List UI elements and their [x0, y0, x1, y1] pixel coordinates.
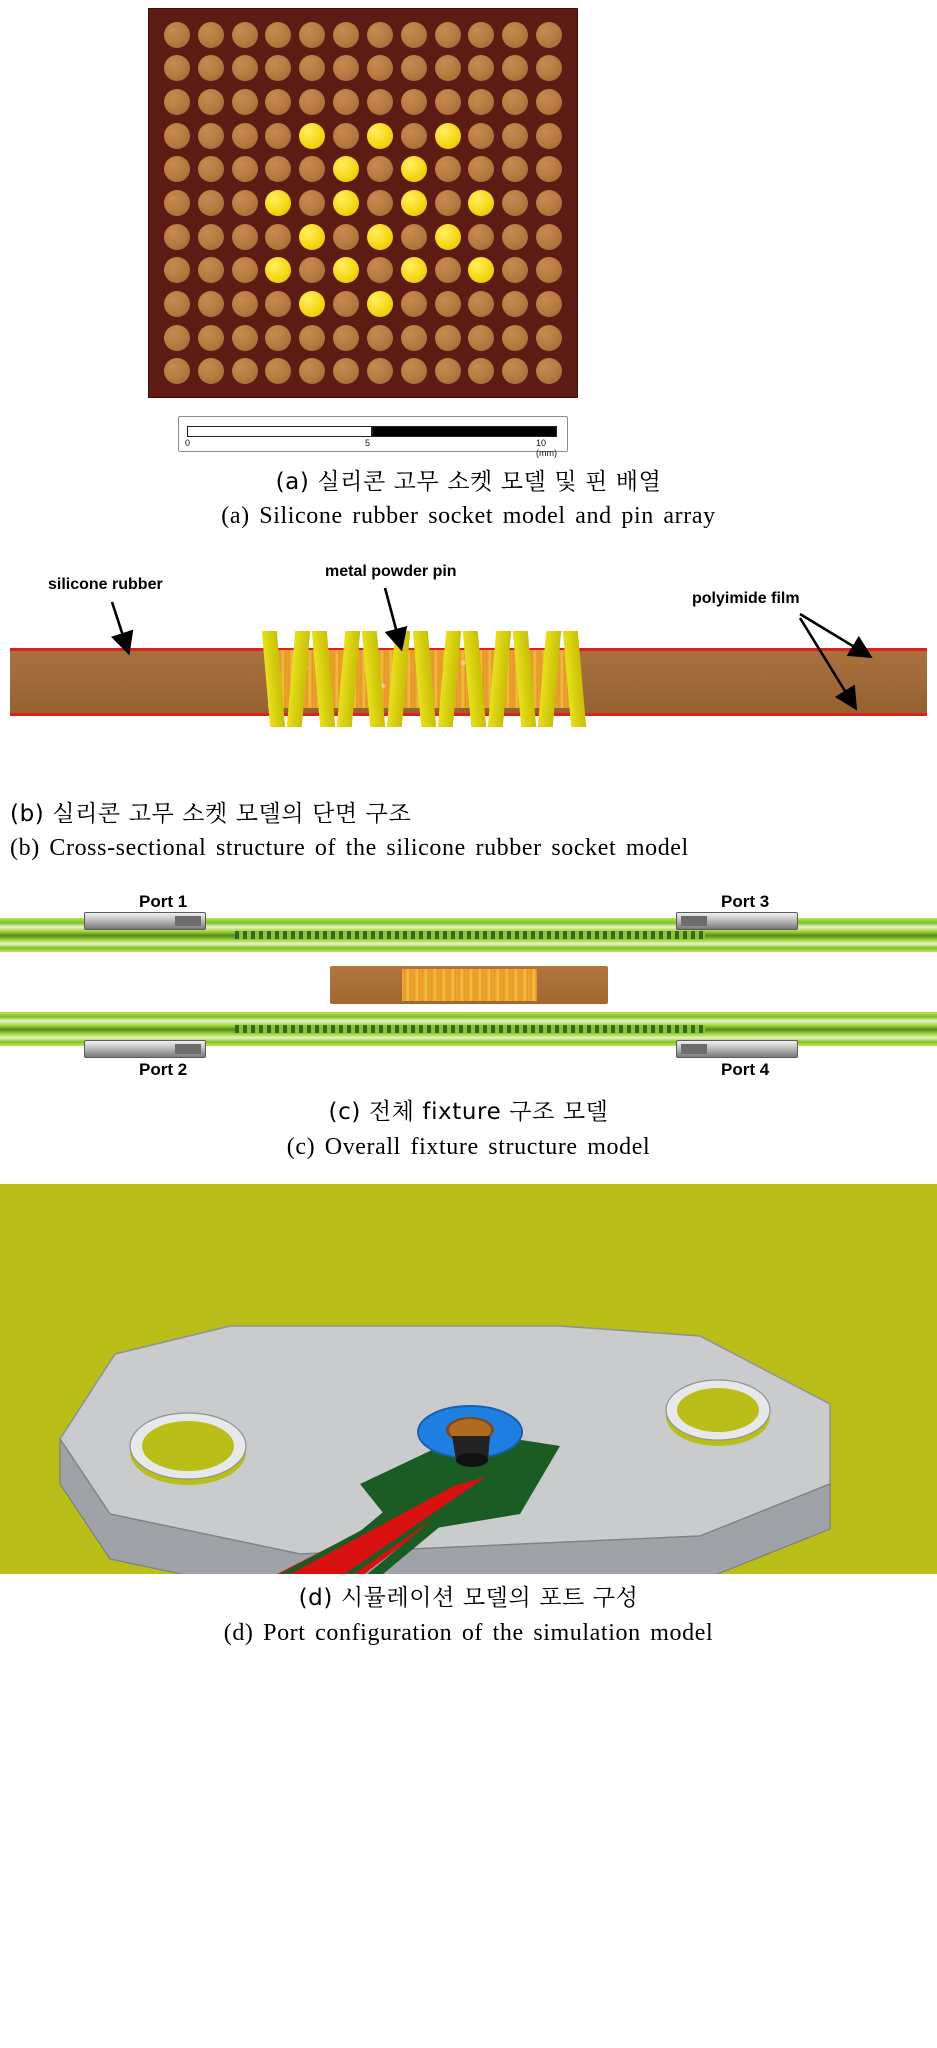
- pin-highlighted: [367, 224, 393, 250]
- pin: [299, 22, 325, 48]
- pin: [265, 325, 291, 351]
- pin: [502, 325, 528, 351]
- pin: [164, 55, 190, 81]
- pin: [333, 22, 359, 48]
- pin: [232, 291, 258, 317]
- metal-powder-pin: [412, 631, 435, 727]
- pin: [265, 22, 291, 48]
- pin: [536, 123, 562, 149]
- caption-d: [0, 1582, 937, 1650]
- pin: [198, 156, 224, 182]
- pin: [367, 358, 393, 384]
- pin: [367, 22, 393, 48]
- pin: [502, 190, 528, 216]
- pin: [198, 22, 224, 48]
- pin-highlighted: [333, 257, 359, 283]
- metal-powder-pin: [337, 631, 360, 727]
- pin: [164, 123, 190, 149]
- pin: [333, 291, 359, 317]
- pin-highlighted: [333, 156, 359, 182]
- pin: [502, 22, 528, 48]
- pin: [401, 55, 427, 81]
- pin: [536, 22, 562, 48]
- pin: [367, 257, 393, 283]
- pin: [232, 358, 258, 384]
- pin: [468, 325, 494, 351]
- caption-b: [10, 798, 937, 866]
- pin: [468, 358, 494, 384]
- pin: [164, 89, 190, 115]
- caption-b-korean: (b) 실리콘 고무 소켓 모델의 단면 구조: [10, 801, 412, 828]
- pin: [299, 325, 325, 351]
- scale-tick-0: 0: [185, 438, 191, 448]
- label-silicone-rubber: silicone rubber: [48, 576, 163, 594]
- trace-top: [235, 931, 705, 939]
- pin-highlighted: [435, 123, 461, 149]
- pin: [468, 224, 494, 250]
- metal-powder-pin: [513, 631, 536, 727]
- pin: [164, 190, 190, 216]
- pin-highlighted: [401, 190, 427, 216]
- pin: [232, 22, 258, 48]
- figure-d-port-configuration: [0, 1184, 937, 1574]
- pin: [401, 325, 427, 351]
- pin: [299, 257, 325, 283]
- pin: [198, 257, 224, 283]
- caption-c: [0, 1096, 937, 1164]
- pin: [367, 156, 393, 182]
- metal-powder-pin: [262, 631, 285, 727]
- pin: [232, 190, 258, 216]
- pin-highlighted: [435, 224, 461, 250]
- scale-tick-10: 10 (mm): [536, 438, 557, 458]
- pin: [265, 89, 291, 115]
- caption-a-korean: (a) 실리콘 고무 소켓 모델 및 핀 배열: [275, 469, 662, 495]
- pin: [333, 123, 359, 149]
- pin: [232, 257, 258, 283]
- pin-highlighted: [468, 190, 494, 216]
- pin: [468, 291, 494, 317]
- metal-powder-pin: [312, 631, 335, 727]
- port-label-2: Port 2: [139, 1060, 188, 1080]
- pin: [299, 156, 325, 182]
- pin-highlighted: [299, 291, 325, 317]
- metal-powder-pin: [462, 631, 485, 727]
- caption-a: [0, 466, 937, 534]
- pin: [435, 291, 461, 317]
- pin: [333, 224, 359, 250]
- figure-c-fixture: [0, 888, 937, 1088]
- figure-b-cross-section: [0, 562, 937, 792]
- pin: [536, 325, 562, 351]
- pin: [367, 89, 393, 115]
- pin: [299, 358, 325, 384]
- pin: [198, 190, 224, 216]
- pin: [164, 156, 190, 182]
- pin: [198, 89, 224, 115]
- metal-powder-pin: [538, 631, 561, 727]
- caption-d-english: (d) Port configuration of the simulation model: [223, 1619, 714, 1646]
- pin: [198, 291, 224, 317]
- connector-port-3: [676, 912, 798, 930]
- caption-b-english: (b) Cross-sectional structure of the silicone rubber socket model: [10, 835, 689, 862]
- pin: [164, 257, 190, 283]
- port-label-3: Port 3: [721, 892, 770, 912]
- pin-highlighted: [468, 257, 494, 283]
- pin: [536, 190, 562, 216]
- pin: [435, 55, 461, 81]
- pin: [401, 89, 427, 115]
- pin: [164, 358, 190, 384]
- pin: [468, 22, 494, 48]
- pin: [164, 224, 190, 250]
- caption-d-korean: (d) 시뮬레이션 모델의 포트 구성: [298, 1585, 639, 1612]
- pin: [502, 291, 528, 317]
- connector-port-2: [84, 1040, 206, 1058]
- socket-core: [402, 969, 537, 1001]
- figure-a-socket-model: [0, 0, 937, 470]
- pin-highlighted: [367, 291, 393, 317]
- metal-powder-pin: [488, 631, 511, 727]
- pin: [435, 22, 461, 48]
- pin: [536, 156, 562, 182]
- pin-highlighted: [401, 156, 427, 182]
- pin: [502, 123, 528, 149]
- pin: [265, 156, 291, 182]
- pin: [232, 123, 258, 149]
- pin: [435, 358, 461, 384]
- pin: [468, 55, 494, 81]
- pin: [502, 156, 528, 182]
- socket-assembly: [330, 966, 608, 1004]
- socket-board: [148, 8, 578, 398]
- scale-segment-white: [187, 426, 372, 437]
- pin: [164, 325, 190, 351]
- pin-highlighted: [265, 257, 291, 283]
- pin: [299, 190, 325, 216]
- pin: [468, 123, 494, 149]
- pin: [502, 358, 528, 384]
- pin: [265, 358, 291, 384]
- pin: [435, 190, 461, 216]
- connector-port-1: [84, 912, 206, 930]
- port-label-1: Port 1: [139, 892, 188, 912]
- caption-a-english: (a) Silicone rubber socket model and pin array: [221, 503, 716, 530]
- pin: [198, 123, 224, 149]
- label-polyimide-film: polyimide film: [692, 590, 800, 608]
- trace-bottom: [235, 1025, 705, 1033]
- pin: [299, 89, 325, 115]
- pin: [232, 55, 258, 81]
- caption-c-english: (c) Overall fixture structure model: [286, 1133, 651, 1160]
- caption-c-korean: (c) 전체 fixture 구조 모델: [328, 1099, 609, 1126]
- connector-port-4: [676, 1040, 798, 1058]
- pin: [164, 22, 190, 48]
- pin: [333, 358, 359, 384]
- pin: [198, 325, 224, 351]
- pin: [265, 55, 291, 81]
- scale-bar-segments: [187, 426, 557, 437]
- pin-highlighted: [401, 257, 427, 283]
- pin: [198, 224, 224, 250]
- pin: [502, 257, 528, 283]
- pin: [435, 156, 461, 182]
- pin-highlighted: [367, 123, 393, 149]
- pin-array-grid: [160, 18, 566, 388]
- pin: [232, 156, 258, 182]
- pin: [333, 55, 359, 81]
- pin: [265, 224, 291, 250]
- pin: [333, 89, 359, 115]
- pin-highlighted: [333, 190, 359, 216]
- pin: [536, 257, 562, 283]
- pin: [299, 55, 325, 81]
- pin: [468, 89, 494, 115]
- pin: [367, 325, 393, 351]
- pin: [232, 224, 258, 250]
- pin-highlighted: [265, 190, 291, 216]
- pin: [536, 55, 562, 81]
- pin: [435, 325, 461, 351]
- pin: [164, 291, 190, 317]
- pin-highlighted: [299, 123, 325, 149]
- pin: [536, 89, 562, 115]
- pin: [536, 358, 562, 384]
- pin: [198, 358, 224, 384]
- pin: [401, 358, 427, 384]
- metal-powder-pin: [387, 631, 410, 727]
- pin: [265, 123, 291, 149]
- pin: [232, 325, 258, 351]
- pin: [198, 55, 224, 81]
- pin-highlighted: [299, 224, 325, 250]
- pin: [468, 156, 494, 182]
- scale-segment-black: [372, 426, 557, 437]
- simulation-model-render: [0, 1184, 937, 1574]
- scale-bar: [178, 416, 568, 458]
- pin: [435, 257, 461, 283]
- pin: [401, 224, 427, 250]
- pin: [536, 224, 562, 250]
- pin: [333, 325, 359, 351]
- metal-powder-pin: [287, 631, 310, 727]
- pin: [367, 190, 393, 216]
- pin: [367, 55, 393, 81]
- pin: [401, 291, 427, 317]
- metal-powder-pin: [362, 631, 385, 727]
- pin: [502, 55, 528, 81]
- port-label-4: Port 4: [721, 1060, 770, 1080]
- metal-powder-pin: [437, 631, 460, 727]
- scale-tick-5: 5: [365, 438, 371, 448]
- pin: [502, 89, 528, 115]
- pin: [401, 123, 427, 149]
- metal-powder-pin-row: [266, 631, 582, 727]
- pin: [265, 291, 291, 317]
- label-metal-powder-pin: metal powder pin: [325, 563, 457, 581]
- pin: [435, 89, 461, 115]
- pin: [232, 89, 258, 115]
- pin: [536, 291, 562, 317]
- pin: [502, 224, 528, 250]
- pin: [401, 22, 427, 48]
